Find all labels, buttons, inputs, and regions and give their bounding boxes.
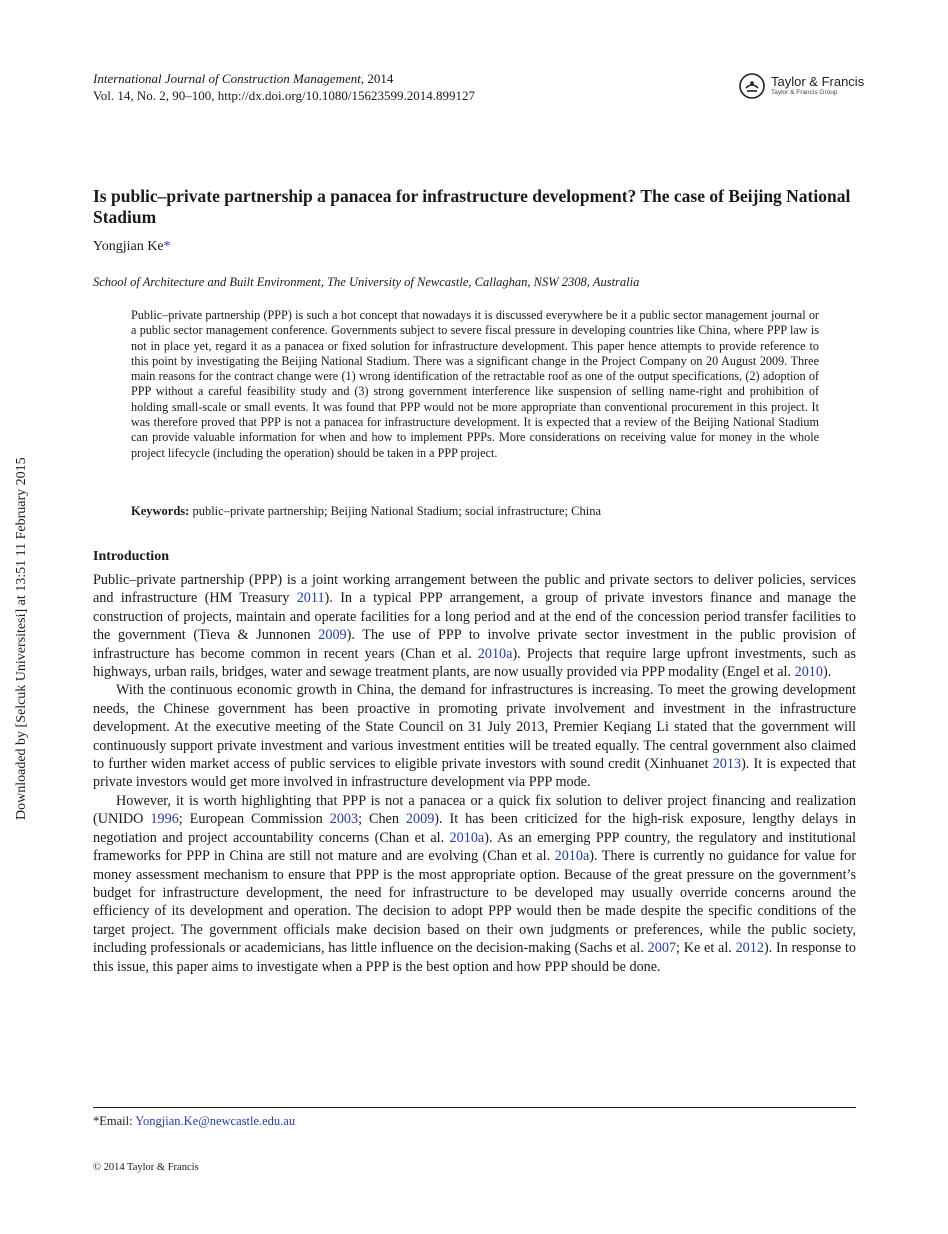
citation-link[interactable]: 2010a [477, 645, 513, 662]
paragraph [93, 681, 856, 791]
journal-header [93, 70, 475, 104]
citation-link[interactable]: 2010 [794, 664, 823, 681]
footnote-divider [93, 1107, 856, 1108]
citation-link[interactable]: 2003 [329, 811, 359, 828]
download-notice: Downloaded by [Selcuk Universitesi] at 13:51 11 February 2015 [14, 457, 29, 820]
copyright: © 2014 Taylor & Francis [93, 1162, 199, 1173]
publisher-name: Taylor & Francis [771, 74, 865, 89]
section-heading-introduction: Introduction [93, 549, 169, 564]
abstract: Public–private partnership (PPP) is such a hot concept that nowadays it is discussed everywhere be it a public sector management journal or a public sector management conference. Governments subject to severe fiscal pressure in developing countries like China, where PPP law is not in place yet, regard it as a panacea or fixed solution for infrastructure development. This paper hence attempts to provide reference to this point by investigating the Beijing National Stadium. There was a significant change in the Project Company on 20 August 2009. Three main reasons for the contract change were (1) wrong identification of the retractable roof as one of the output specifications, (2) adoption of PPP without a careful feasibility study and (3) strong government interference like suspension of selling name-right and prohibition of holding small-scale or small events. It was found that PPP would not be more appropriate than conventional procurement in this project. It was therefore proved that PPP is not a panacea for infrastructure development. It is expected that a review of the Beijing National Stadium can provide valuable information for when and how to implement PPPs. More considerations on receiving value for money in the whole project lifecycle (including the operation) should be taken in a PPP project. [131, 308, 819, 460]
footnote-label: *Email: [93, 1114, 136, 1128]
author-name: Yongjian Ke [93, 239, 164, 254]
text-run: ). It has been criticized for the high-risk exposure, lengthy delays in negotiation and project accountability concerns (Chan et al. [93, 811, 857, 846]
volume-doi-line: Vol. 14, No. 2, 90–100, http://dx.doi.org/10.1080/15623599.2014.899127 [93, 88, 475, 103]
text-run: However, it is worth highlighting that PPP is not a panacea or a quick fix solution to deliver project financing and realization (UNIDO [93, 792, 856, 828]
citation-link[interactable]: 2012 [735, 940, 764, 957]
text-run: ; Chen [358, 811, 406, 828]
publisher-logo [738, 72, 868, 102]
citation-link[interactable]: 1996 [150, 811, 179, 828]
article-title: Is public–private partnership a panacea for infrastructure development? The case of Beijing National Stadium [93, 186, 851, 227]
paragraph [93, 571, 856, 681]
author-footnote-link[interactable]: * [163, 239, 171, 254]
citation-link[interactable]: 2013 [712, 756, 742, 773]
keywords [131, 504, 819, 519]
citation-link[interactable]: 2009 [405, 811, 435, 828]
publisher-group: Taylor & Francis Group [771, 89, 838, 96]
text-run: Public–private partnership (PPP) is a joint working arrangement between the public and private sectors to deliver policies, services and infrastructure (HM Treasury [93, 572, 856, 607]
citation-link[interactable]: 2009 [318, 627, 347, 644]
text-run: With the continuous economic growth in China, the demand for infrastructures is increasing. To meet the growing development needs, the Chinese government has been proactive in promoting private involvement and investment in the infrastructure development. At the executive meeting of the State Council on 31 July 2013, Premier Keqiang Li stated that the government will continuously support private investment and various investment entities will be treated equally. The central government also claimed to further widen market access of public services to eligible private investors with sound credit (Xinhuanet [93, 682, 856, 773]
text-run: ). [822, 664, 832, 681]
text-run: ). The use of PPP to involve private sector investment in the public provision of infrastructure has become common in recent years (Chan et al. [93, 627, 856, 662]
text-run: ). There is currently no guidance for value for money assessment mechanism to ensure that PPP is the most appropriate option. Because of the great pressure on the government’s budget for infrastructure development, the need for infrastructure to be developed may usually override concerns around the efficiency of its development and operation. The decision to adopt PPP would then be made despite the specific conditions of the target project. The government officials make decision based on their own judgments or preferences, while the public society, including professionals or academicians, has little influence on the decision-making (Sachs et al. [93, 848, 856, 957]
footnote [93, 1114, 295, 1129]
citation-link[interactable]: 2010a [449, 829, 485, 846]
affiliation: School of Architecture and Built Environment, The University of Newcastle, Callaghan, NSW 2308, Australia [93, 275, 640, 289]
text-run: ). Projects that require large upfront investments, such as highways, urban rails, bridges, water and sewage treatment plants, are now usually provided via PPP modality (Engel et al. [93, 645, 856, 681]
introduction-body [93, 571, 856, 976]
text-run: ). In response to this issue, this paper aims to investigate when a PPP is the best option and how PPP should be done. [93, 940, 856, 975]
author-email-link[interactable]: Yongjian.Ke@newcastle.edu.au [135, 1114, 296, 1128]
journal-name: International Journal of Construction Management [93, 71, 361, 86]
keywords-label: Keywords: [131, 504, 190, 518]
journal-year: , 2014 [360, 71, 394, 86]
text-run: ). It is expected that private investors would get more involved in infrastructure development via PPP mode. [93, 756, 857, 791]
text-run: ; Ke et al. [676, 940, 736, 957]
publisher-emblem-icon [738, 72, 766, 100]
citation-link[interactable]: 2007 [647, 940, 677, 957]
paragraph [93, 792, 856, 976]
text-run: ; European Commission [178, 811, 330, 828]
text-run: ). As an emerging PPP country, the regulatory and institutional frameworks for PPP in China are still not mature and are evolving (Chan et al. [93, 829, 856, 865]
text-run: ). In a typical PPP arrangement, a group of private investors finance and manage the construction of projects, maintain and operate facilities for a long period and at the end of the concession period transfer facilities to the government (Tieva & Junnonen [93, 590, 856, 644]
citation-link[interactable]: 2011 [296, 590, 325, 607]
journal-line [93, 70, 475, 87]
keywords-text: public–private partnership; Beijing National Stadium; social infrastructure; China [192, 504, 602, 518]
citation-link[interactable]: 2010a [554, 848, 590, 865]
author-line [93, 239, 171, 255]
